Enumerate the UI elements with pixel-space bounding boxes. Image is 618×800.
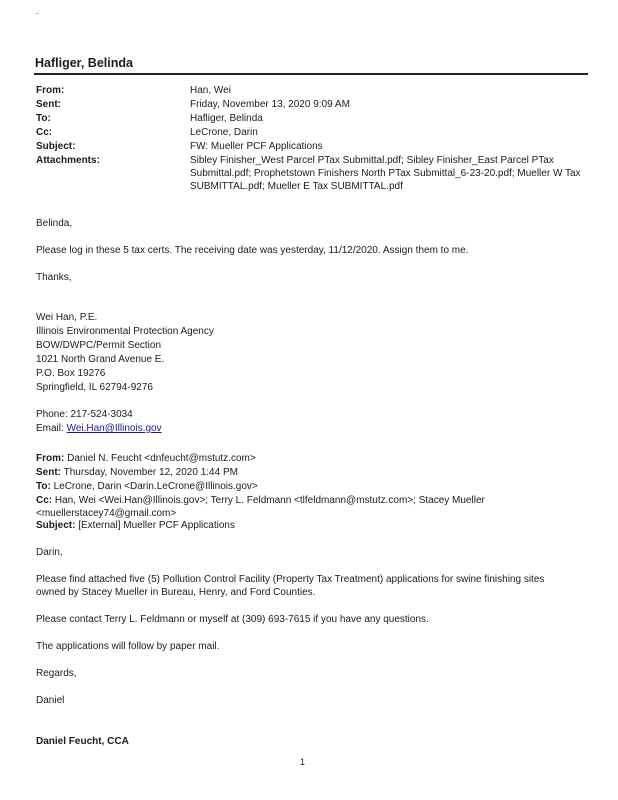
signature-email-line (36, 422, 586, 435)
fwd-to-label: To: (36, 481, 51, 492)
attachments-label: Attachments: (36, 155, 100, 166)
body-thanks: Thanks, (36, 272, 72, 283)
fwd-sent-line (36, 466, 586, 479)
fwd-from-value: Daniel N. Feucht <dnfeucht@mstutz.com> (64, 453, 256, 464)
fwd-name: Daniel (36, 695, 65, 706)
fwd-cc-value: Han, Wei <Wei.Han@Illinois.gov>; Terry L. Feldmann <tlfeldmann@mstutz.com>; Stacey Mueller <muellerstacey74@gmail.com> (36, 495, 485, 519)
subject-value: FW: Mueller PCF Applications (190, 141, 323, 152)
fwd-signature: Daniel Feucht, CCA (36, 736, 129, 747)
fwd-sent-label: Sent: (36, 467, 61, 478)
body-greeting: Belinda, (36, 218, 73, 229)
header-divider (34, 73, 588, 75)
signature-pobox: P.O. Box 19276 (36, 368, 106, 379)
sent-value: Friday, November 13, 2020 9:09 AM (190, 99, 350, 110)
subject-label: Subject: (36, 141, 76, 152)
signature-city: Springfield, IL 62794-9276 (36, 382, 153, 393)
fwd-regards: Regards, (36, 668, 77, 679)
sent-label: Sent: (36, 99, 61, 110)
fwd-subject-line (36, 519, 586, 532)
fwd-subject-value: [External] Mueller PCF Applications (75, 520, 235, 531)
attachments-value[interactable]: Sibley Finisher_West Parcel PTax Submittal.pdf; Sibley Finisher_East Parcel PTax Submittal.pdf; Prophetstown Finishers North PTax Submittal_6-23-20.pdf; Mueller W Tax SUBMITTAL.pdf; Mueller E Tax SUBMITTAL.pdf (190, 155, 581, 192)
to-value: Hafliger, Belinda (190, 113, 263, 124)
fwd-from-label: From: (36, 453, 65, 464)
fwd-cc-line (36, 494, 506, 520)
fwd-from-line (36, 452, 586, 465)
cc-label: Cc: (36, 127, 53, 138)
cc-value: LeCrone, Darin (190, 127, 258, 138)
signature-agency: Illinois Environmental Protection Agency (36, 326, 214, 337)
signature-street: 1021 North Grand Avenue E. (36, 354, 165, 365)
signature-phone: Phone: 217-524-3034 (36, 409, 133, 420)
fwd-cc-label: Cc: (36, 495, 53, 506)
fwd-paragraph-contact: Please contact Terry L. Feldmann or myself at (309) 693-7615 if you have any questions. (36, 614, 429, 625)
fwd-to-value: LeCrone, Darin <Darin.LeCrone@Illinois.gov> (50, 481, 258, 492)
body-request: Please log in these 5 tax certs. The receiving date was yesterday, 11/12/2020. Assign them to me. (36, 245, 469, 256)
fwd-sent-value: Thursday, November 12, 2020 1:44 PM (61, 467, 238, 478)
page-number: 1 (300, 757, 306, 767)
from-value: Han, Wei (190, 85, 231, 96)
mailbox-owner-name: Hafliger, Belinda (35, 56, 133, 70)
signature-name: Wei Han, P.E. (36, 312, 98, 323)
fwd-to-line (36, 480, 586, 493)
fwd-paragraph-applications: Please find attached five (5) Pollution Control Facility (Property Tax Treatment) applications for swine finishing sites owned by Stacey Mueller in Bureau, Henry, and Ford Counties. (36, 574, 545, 598)
fwd-greeting: Darin, (36, 547, 63, 558)
fwd-paragraph-mail: The applications will follow by paper mail. (36, 641, 220, 652)
signature-section: BOW/DWPC/Permit Section (36, 340, 162, 351)
email-label: Email: (36, 423, 67, 434)
from-label: From: (36, 85, 65, 96)
to-label: To: (36, 113, 51, 124)
fwd-subject-label: Subject: (36, 520, 76, 531)
email-link[interactable]: Wei.Han@Illinois.gov (66, 423, 162, 434)
scan-mark: - (36, 8, 39, 18)
